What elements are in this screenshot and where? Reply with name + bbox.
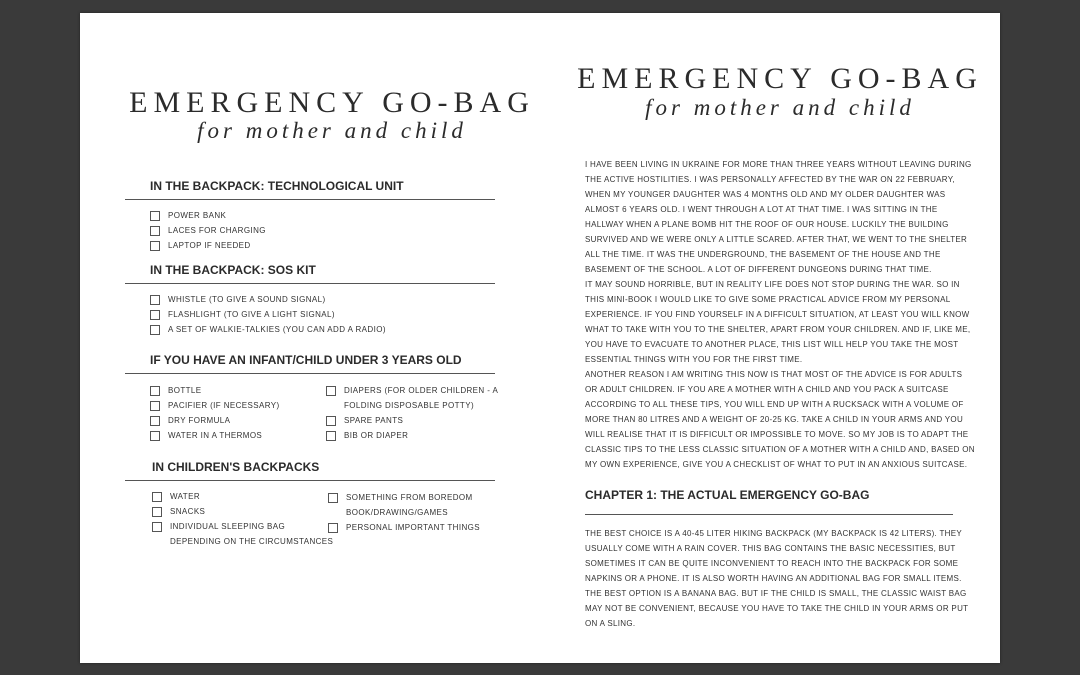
checkbox-icon[interactable] xyxy=(328,523,338,533)
checkbox-icon[interactable] xyxy=(150,295,160,305)
checklist-item[interactable]: WATER xyxy=(152,489,200,504)
checkbox-icon[interactable] xyxy=(150,226,160,236)
checkbox-icon[interactable] xyxy=(150,386,160,396)
checklist-item[interactable]: PERSONAL IMPORTANT THINGS xyxy=(328,520,480,535)
checklist-item[interactable]: INDIVIDUAL SLEEPING BAG DEPENDING ON THE CIRCUMSTANCES xyxy=(152,519,333,549)
chapter-text: THE BEST CHOICE IS A 40-45 LITER HIKING BACKPACK (MY BACKPACK IS 42 LITERS). THEY USUALLY COME WITH A RAIN COVER. THIS BAG CONTAINS THE BASIC NECESSITIES, BUT SOMETIMES IT CAN BE QUITE INCONVENIENT TO REACH INTO THE BACKPACK FOR SOME NAPKINS OR A PHONE. IT IS ALSO WORTH HAVING AN ADDITIONAL BAG FOR SMALL ITEMS. THE BEST OPTION IS A BANANA BAG. BUT IF THE CHILD IS SMALL, THE CLASSIC WAIST BAG MAY NOT BE CONVENIENT, BECAUSE YOU HAVE TO TAKE THE CHILD IN YOUR ARMS OR PUT ON A SLING. xyxy=(585,529,969,628)
checkbox-icon[interactable] xyxy=(152,522,162,532)
section-rule xyxy=(125,480,495,481)
checklist-item[interactable]: POWER BANK xyxy=(150,208,226,223)
checkbox-icon[interactable] xyxy=(150,310,160,320)
right-page-subtitle: for mother and child xyxy=(645,95,915,120)
chapter-heading: CHAPTER 1: THE ACTUAL EMERGENCY GO-BAG xyxy=(585,488,870,502)
checkbox-icon[interactable] xyxy=(326,431,336,441)
checklist-item[interactable]: FLASHLIGHT (TO GIVE A LIGHT SIGNAL) xyxy=(150,307,335,322)
section-heading-sos: IN THE BACKPACK: SOS KIT xyxy=(150,263,316,277)
section-rule xyxy=(125,199,495,200)
checkbox-icon[interactable] xyxy=(150,431,160,441)
checkbox-icon[interactable] xyxy=(150,241,160,251)
checklist-item[interactable]: PACIFIER (IF NECESSARY) xyxy=(150,398,280,413)
section-heading-children: IN CHILDREN'S BACKPACKS xyxy=(152,460,320,474)
section-rule xyxy=(125,283,495,284)
left-page-subtitle: for mother and child xyxy=(197,118,467,143)
checkbox-icon[interactable] xyxy=(326,386,336,396)
checklist-item[interactable]: BOTTLE xyxy=(150,383,202,398)
checkbox-icon[interactable] xyxy=(150,325,160,335)
checkbox-icon[interactable] xyxy=(150,211,160,221)
checklist-item[interactable]: WATER IN A THERMOS xyxy=(150,428,262,443)
left-page xyxy=(80,13,540,663)
section-heading-infant: IF YOU HAVE AN INFANT/CHILD UNDER 3 YEARS OLD xyxy=(150,353,462,367)
section-heading-tech: IN THE BACKPACK: TECHNOLOGICAL UNIT xyxy=(150,179,404,193)
checkbox-icon[interactable] xyxy=(150,401,160,411)
checkbox-icon[interactable] xyxy=(328,493,338,503)
checkbox-icon[interactable] xyxy=(152,492,162,502)
checklist-item[interactable]: A SET OF WALKIE-TALKIES (YOU CAN ADD A RADIO) xyxy=(150,322,386,337)
checklist-item[interactable]: SNACKS xyxy=(152,504,205,519)
checklist-item[interactable]: DIAPERS (FOR OLDER CHILDREN - A FOLDING DISPOSABLE POTTY) xyxy=(326,383,498,413)
checklist-item[interactable]: WHISTLE (TO GIVE A SOUND SIGNAL) xyxy=(150,292,326,307)
checklist-item[interactable]: LACES FOR CHARGING xyxy=(150,223,266,238)
section-rule xyxy=(125,373,495,374)
checkbox-icon[interactable] xyxy=(152,507,162,517)
checklist-item[interactable]: LAPTOP IF NEEDED xyxy=(150,238,251,253)
checkbox-icon[interactable] xyxy=(150,416,160,426)
checklist-item[interactable]: BIB OR DIAPER xyxy=(326,428,408,443)
chapter-rule xyxy=(585,514,953,515)
checklist-item[interactable]: SOMETHING FROM BOREDOM BOOK/DRAWING/GAMES xyxy=(328,490,473,520)
intro-text: I HAVE BEEN LIVING IN UKRAINE FOR MORE THAN THREE YEARS WITHOUT LEAVING DURING THE ACTIVE HOSTILITIES. I WAS PERSONALLY AFFECTED BY THE WAR ON 22 FEBRUARY, WHEN MY YOUNGER DAUGHTER WAS 4 MONTHS OLD AND MY OLDER DAUGHTER WAS ALMOST 6 YEARS OLD. I WENT THROUGH A LOT AT THAT TIME. I WAS SITTING IN THE HALLWAY WHEN A PLANE BOMB HIT THE ROOF OF OUR HOUSE. LUCKILY THE BUILDING SURVIVED AND WE WERE ONLY A LITTLE SCARED. AFTER THAT, WE WENT TO THE SHELTER ALL THE TIME. IT WAS THE UNDERGROUND, THE BASEMENT OF THE HOUSE AND THE BASEMENT OF THE SCHOOL. A LOT OF DIFFERENT DUNGEONS DURING THAT TIME. IT MAY SOUND HORRIBLE, BUT IN REALITY LIFE DOES NOT STOP DURING THE WAR. SO IN THIS MINI-BOOK I WOULD LIKE TO GIVE SOME PRACTICAL ADVICE FROM MY PERSONAL EXPERIENCE. IF YOU FIND YOURSELF IN A DIFFICULT SITUATION, AT LEAST YOU WILL KNOW WHAT TO TAKE WITH YOU TO THE SHELTER, APART FROM YOUR CHILDREN. AND IF, LIKE ME, YOU HAVE TO EVACUATE TO ANOTHER PLACE, THIS LIST WILL HELP YOU TAKE THE MOST ESSENTIAL THINGS WITH YOU FOR THE FIRST TIME. ANOTHER REASON I AM WRITING THIS NOW IS THAT MOST OF THE ADVICE IS FOR ADULTS OR ADULT CHILDREN. IF YOU ARE A MOTHER WITH A CHILD AND YOU PACK A SUITCASE ACCORDING TO ALL THESE TIPS, YOU WILL END UP WITH A RUCKSACK WITH A VOLUME OF MORE THAN 80 LITRES AND A WEIGHT OF 20-25 KG. TAKE A CHILD IN YOUR ARMS AND YOU WILL REALISE THAT IT IS DIFFICULT OR IMPOSSIBLE TO MOVE. SO MY JOB IS TO ADAPT THE CLASSIC TIPS TO THE LESS CLASSIC SITUATION OF A MOTHER WITH A CHILD AND, BASED ON MY OWN EXPERIENCE, GIVE YOU A CHECKLIST OF WHAT TO PUT IN AN ANXIOUS SUITCASE. xyxy=(585,160,975,469)
right-page-title: EMERGENCY GO-BAG xyxy=(577,62,983,95)
checkbox-icon[interactable] xyxy=(326,416,336,426)
checklist-item[interactable]: DRY FORMULA xyxy=(150,413,230,428)
left-page-title: EMERGENCY GO-BAG xyxy=(129,86,535,119)
checklist-item[interactable]: SPARE PANTS xyxy=(326,413,403,428)
